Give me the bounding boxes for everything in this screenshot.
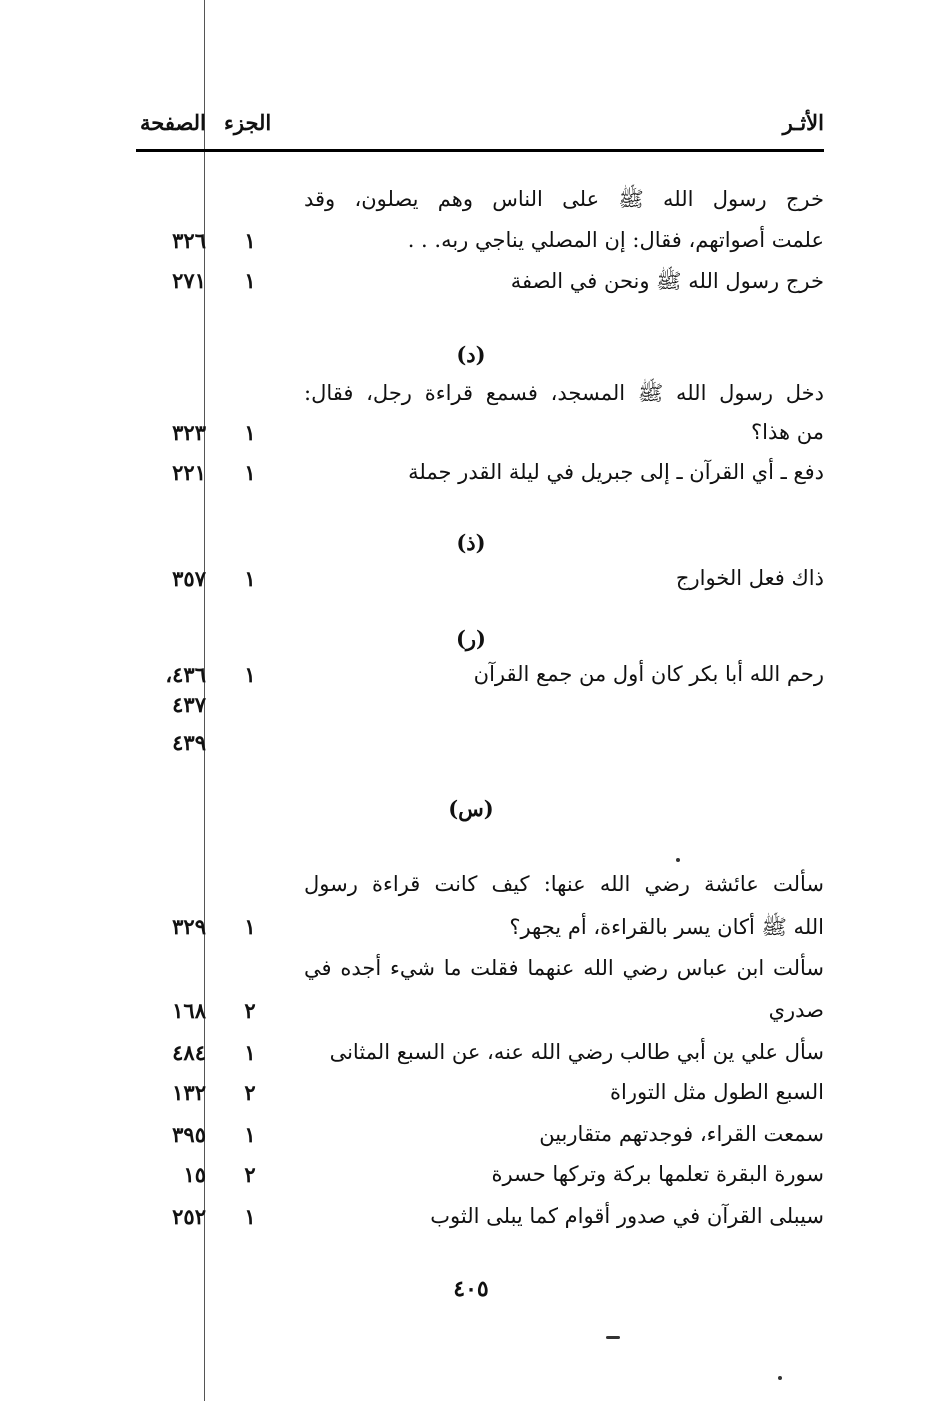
- entry-page: ١٦٨: [172, 998, 206, 1023]
- list-item: [0, 692, 942, 732]
- table-header: [136, 110, 824, 146]
- list-item: [0, 1204, 942, 1244]
- entry-juz: ١: [244, 1204, 256, 1229]
- entry-text: سمعت القراء، فوجدتهم متقاربين: [539, 1122, 824, 1146]
- entry-juz: ١: [244, 420, 256, 445]
- entry-text: علمت أصواتهم، فقال: إن المصلي يناجي ربه. . .: [407, 228, 824, 252]
- list-item: [0, 998, 942, 1038]
- entry-juz: ١: [244, 268, 256, 293]
- entry-page: ٤٣٦،: [165, 662, 206, 687]
- entry-text: من هذا؟: [751, 420, 824, 444]
- entry-text: سيبلى القرآن في صدور أقوام كما يبلى الثوب: [430, 1204, 824, 1228]
- entry-text: خرج رسول الله ﷺ ونحن في الصفة: [510, 269, 824, 293]
- entry-text: خرج رسول الله ﷺ على الناس وهم يصلون، وقد: [304, 187, 824, 211]
- entry-text: السبع الطول مثل التوراة: [610, 1080, 824, 1104]
- entry-page: ٣٩٥: [172, 1122, 206, 1147]
- list-item: [0, 1080, 942, 1120]
- entry-page: ١٥: [183, 1162, 206, 1187]
- entry-page: ٢٧١: [172, 268, 206, 293]
- entry-page: ٣٢٩: [172, 914, 206, 939]
- entry-text: سورة البقرة تعلمها بركة وتركها حسرة: [491, 1162, 824, 1186]
- list-item: [0, 956, 942, 996]
- list-item: [0, 566, 942, 606]
- list-item: [0, 914, 942, 954]
- section-heading: (س): [448, 796, 494, 821]
- list-item: [0, 380, 942, 420]
- entry-juz: ٢: [244, 1080, 256, 1105]
- entry-text: الله ﷺ أكان يسر بالقراءة، أم يجهر؟: [509, 915, 824, 939]
- list-item: [0, 420, 942, 460]
- entry-juz: ٢: [244, 998, 256, 1023]
- list-item: [0, 1040, 942, 1080]
- section-heading: (ذ): [456, 530, 486, 555]
- entry-text: سألت ابن عباس رضي الله عنهما فقلت ما شيء أجده في: [304, 956, 824, 980]
- entry-text: ذاك فعل الخوارج: [675, 566, 824, 590]
- entry-text: سألت عائشة رضي الله عنها: كيف كانت قراءة رسول: [304, 872, 824, 896]
- section-heading: (ر): [455, 626, 486, 651]
- entry-juz: ١: [244, 228, 256, 253]
- list-item: [0, 228, 942, 268]
- entry-page: ٢٥٢: [172, 1204, 206, 1229]
- list-item: [0, 730, 942, 770]
- header-page: الصفحة: [140, 110, 206, 135]
- page-number: ٤٠٥: [453, 1276, 489, 1302]
- list-item: [0, 268, 942, 308]
- entry-juz: ٢: [244, 1162, 256, 1187]
- entry-text: دخل رسول الله ﷺ المسجد، فسمع قراءة رجل، فقال:: [304, 381, 824, 405]
- entry-page: ١٣٢: [172, 1080, 206, 1105]
- list-item: [0, 872, 942, 912]
- ink-speck: [676, 858, 680, 862]
- entry-juz: ١: [244, 1122, 256, 1147]
- entry-page: ٤٨٤: [172, 1040, 206, 1065]
- ink-speck: [606, 1336, 620, 1339]
- entry-text: رحم الله أبا بكر كان أول من جمع القرآن: [473, 662, 824, 686]
- entry-text: صدري: [768, 998, 824, 1022]
- entry-juz: ١: [244, 566, 256, 591]
- entry-juz: ١: [244, 1040, 256, 1065]
- entry-juz: ١: [244, 914, 256, 939]
- header-juz: الجزء: [224, 110, 272, 135]
- ink-speck: [778, 1376, 782, 1380]
- entry-page-continued: ٤٣٧: [172, 692, 206, 717]
- list-item: [0, 460, 942, 500]
- entry-text: دفع ـ أي القرآن ـ إلى جبريل في ليلة القدر جملة: [408, 460, 824, 484]
- entry-text: سأل علي ين أبي طالب رضي الله عنه، عن السبع المثانى: [329, 1040, 824, 1064]
- entry-juz: ١: [244, 662, 256, 687]
- list-item: [0, 1162, 942, 1202]
- entry-page-continued: ٤٣٩: [172, 730, 206, 755]
- section-heading: (د): [456, 342, 486, 367]
- entry-page: ٣٥٧: [172, 566, 206, 591]
- entry-juz: ١: [244, 460, 256, 485]
- list-item: [0, 186, 942, 226]
- entry-page: ٢٢١: [172, 460, 206, 485]
- header-rule: [136, 149, 824, 152]
- entry-page: ٣٢٣: [172, 420, 206, 445]
- header-athar: الأثـر: [782, 110, 824, 135]
- list-item: [0, 1122, 942, 1162]
- entry-page: ٣٢٦: [172, 228, 206, 253]
